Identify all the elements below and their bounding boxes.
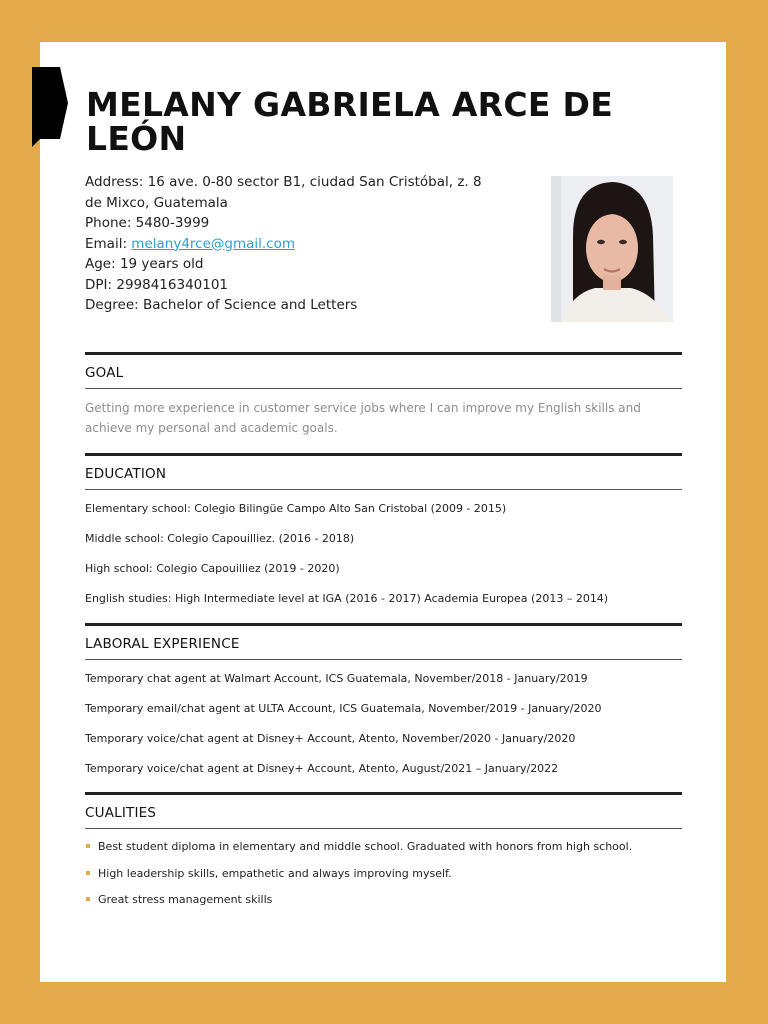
goal-title: GOAL xyxy=(85,365,124,381)
education-item: English studies: High Intermediate level at IGA (2016 - 2017) Academia Europea (2013 – 2014) xyxy=(85,592,609,605)
experience-item: Temporary voice/chat agent at Disney+ Account, Atento, November/2020 - January/2020 xyxy=(85,732,576,745)
qualities-title: CUALITIES xyxy=(85,805,157,821)
dpi-text: DPI: 2998416340101 xyxy=(85,276,229,293)
age-text: Age: 19 years old xyxy=(85,256,204,272)
qualities-list xyxy=(85,839,682,919)
qualities-item-text: Great stress management skills xyxy=(98,893,273,906)
profile-photo xyxy=(551,176,673,322)
qualities-section xyxy=(85,792,682,919)
qualities-item-text: Best student diploma in elementary and middle school. Graduated with honors from high school. xyxy=(98,840,633,853)
experience-bottom-rule xyxy=(85,659,682,660)
address-text: Address: 16 ave. 0-80 sector B1, ciudad San Cristóbal, z. 8 de Mixco, Guatemala xyxy=(85,174,482,211)
phone-text: Phone: 5480-3999 xyxy=(85,215,210,231)
email-link[interactable]: melany4rce@gmail.com xyxy=(131,235,296,252)
goal-text: Getting more experience in customer service jobs where I can improve my English skills and achieve my personal and academic goals. xyxy=(85,401,641,435)
contact-block xyxy=(85,172,485,316)
email-row xyxy=(85,234,485,255)
qualities-item xyxy=(85,866,682,893)
education-section xyxy=(85,453,682,620)
experience-item: Temporary voice/chat agent at Disney+ Account, Atento, August/2021 – January/2022 xyxy=(85,762,559,775)
email-label: Email: xyxy=(85,235,132,252)
square-bullet-icon xyxy=(86,844,90,848)
education-list xyxy=(85,500,682,620)
square-bullet-icon xyxy=(86,871,90,875)
education-item: Elementary school: Colegio Bilingüe Campo Alto San Cristobal (2009 - 2015) xyxy=(85,502,507,515)
qualities-bottom-rule xyxy=(85,828,682,829)
education-item: High school: Colegio Capouilliez (2019 - 2020) xyxy=(85,562,340,575)
candidate-name: MELANY GABRIELA ARCE DE LEÓN xyxy=(86,85,614,158)
experience-section xyxy=(85,623,682,790)
education-title: EDUCATION xyxy=(85,466,167,482)
qualities-item xyxy=(85,839,682,866)
experience-title: LABORAL EXPERIENCE xyxy=(85,636,240,652)
goal-bottom-rule xyxy=(85,388,682,389)
experience-item: Temporary chat agent at Walmart Account, ICS Guatemala, November/2018 - January/2019 xyxy=(85,672,588,685)
resume-sheet xyxy=(40,42,726,982)
experience-list xyxy=(85,670,682,790)
square-bullet-icon xyxy=(86,897,90,901)
degree-text: Degree: Bachelor of Science and Letters xyxy=(85,297,358,313)
qualities-item-text: High leadership skills, empathetic and always improving myself. xyxy=(98,866,452,880)
education-bottom-rule xyxy=(85,489,682,490)
goal-section xyxy=(85,352,682,438)
qualities-item xyxy=(85,892,682,919)
experience-item: Temporary email/chat agent at ULTA Account, ICS Guatemala, November/2019 - January/2020 xyxy=(85,702,602,715)
education-item: Middle school: Colegio Capouilliez. (2016 - 2018) xyxy=(85,532,355,545)
